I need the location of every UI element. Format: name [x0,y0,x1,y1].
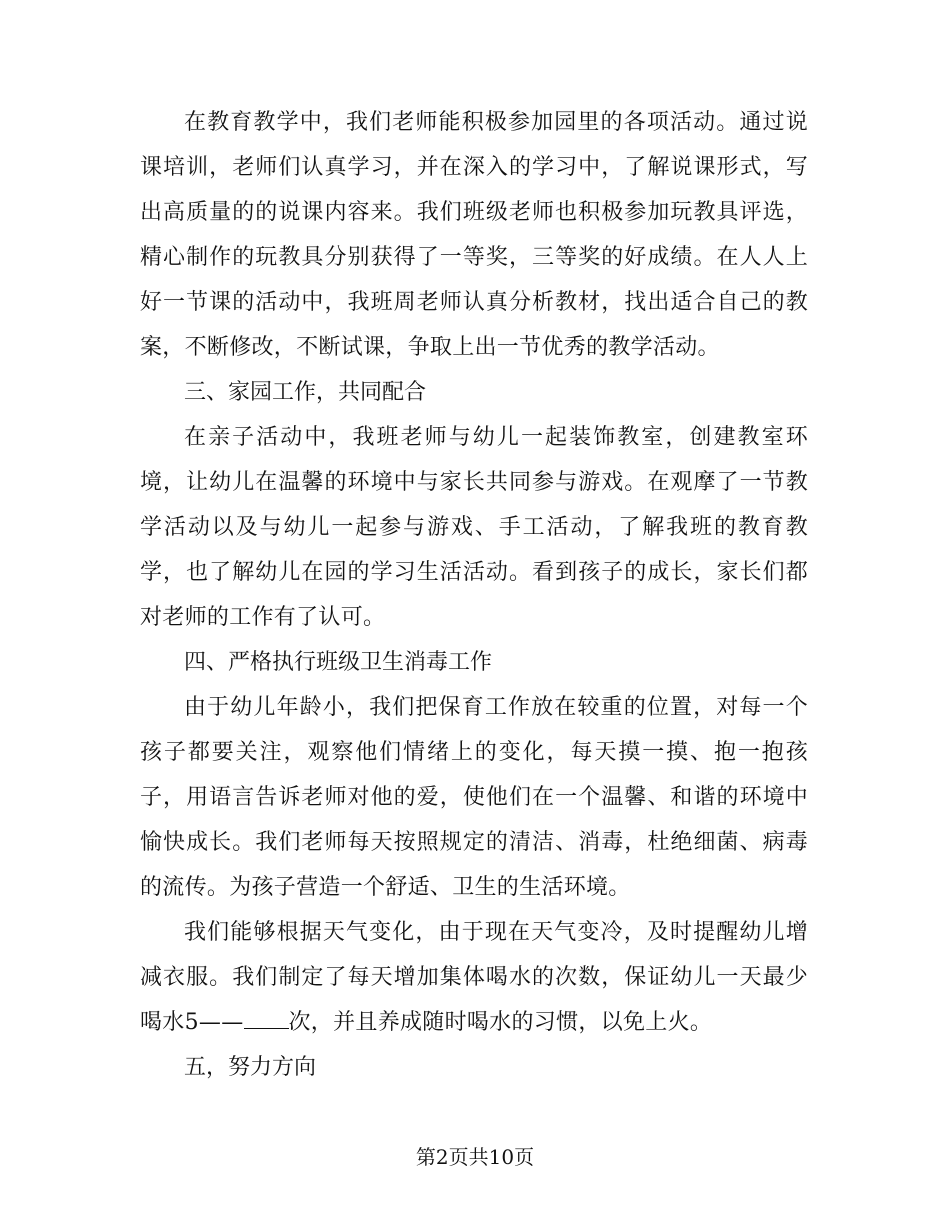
page-number-footer: 第2页共10页 [415,1145,535,1169]
section-heading-hygiene: 四、严格执行班级卫生消毒工作 [184,650,493,675]
document-body [140,100,808,1090]
paragraph-water-drinking [140,910,808,1045]
fill-in-blank [244,1006,289,1029]
water-text-before: 我们能够根据天气变化，由于现在天气变冷，及时提醒幼儿增减衣服。我们制定了每天增加集体喝水的次数，保证幼儿一天最少喝水5—— [140,920,808,1035]
section-heading-home-school: 三、家园工作，共同配合 [184,380,427,405]
water-text-after: 次，并且养成随时喝水的习惯，以免上火。 [288,1010,713,1035]
paragraph-teaching-activities: 在教育教学中，我们老师能积极参加园里的各项活动。通过说课培训，老师们认真学习，并在深入的学习中，了解说课形式，写出高质量的的说课内容来。我们班级老师也积极参加玩教具评选，精心制作的玩教具分别获得了一等奖，三等奖的好成绩。在人人上好一节课的活动中，我班周老师认真分析教材，找出适合自己的教案，不断修改，不断试课，争取上出一节优秀的教学活动。 [140,110,808,360]
paragraph-care-work: 由于幼儿年龄小，我们把保育工作放在较重的位置，对每一个孩子都要关注，观察他们情绪上的变化，每天摸一摸、抱一抱孩子，用语言告诉老师对他的爱，使他们在一个温馨、和谐的环境中愉快成长。我们老师每天按照规定的清洁、消毒，杜绝细菌、病毒的流传。为孩子营造一个舒适、卫生的生活环境。 [140,695,808,900]
section-heading-direction: 五，努力方向 [184,1055,317,1080]
paragraph-parent-child-activities: 在亲子活动中，我班老师与幼儿一起装饰教室，创建教室环境，让幼儿在温馨的环境中与家长共同参与游戏。在观摩了一节教学活动以及与幼儿一起参与游戏、手工活动，了解我班的教育教学，也了解幼儿在园的学习生活活动。看到孩子的成长，家长们都对老师的工作有了认可。 [140,425,808,630]
